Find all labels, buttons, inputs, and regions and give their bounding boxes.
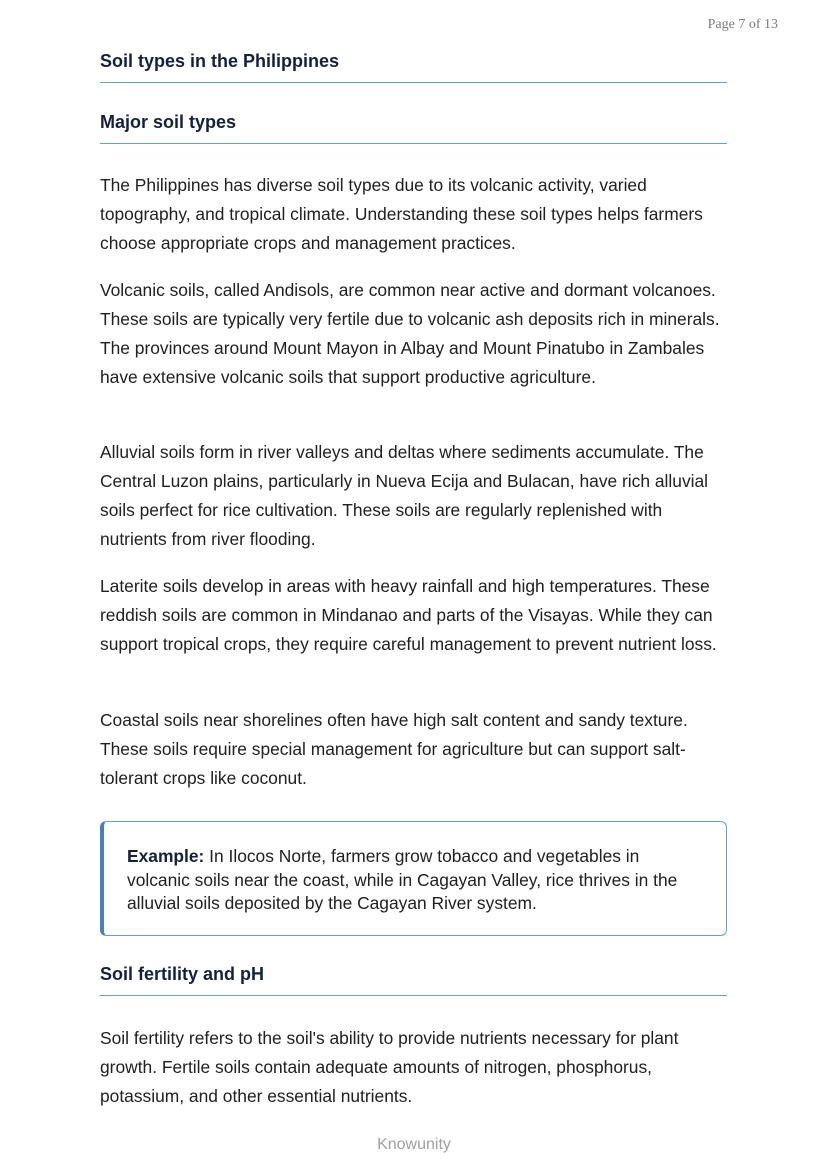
section-heading-soil-fertility: Soil fertility and pH [100,964,727,996]
paragraph: Soil fertility refers to the soil's ability to provide nutrients necessary for plant growth. Fertile soils contain adequate amounts of nitrogen, phosphorus, potassium, and other essential nutrients. [100,1028,679,1106]
section-heading-major-soil-types: Major soil types [100,112,727,144]
page-number: Page 7 of 13 [707,17,778,32]
footer-brand: Knowunity [377,1136,451,1153]
example-text: In Ilocos Norte, farmers grow tobacco and vegetables in volcanic soils near the coast, while in Cagayan Valley, rice thrives in the alluvial soils deposited by the Cagayan River system. [127,846,678,913]
paragraph: Laterite soils develop in areas with heavy rainfall and high temperatures. These reddish soils are common in Mindanao and parts of the Visayas. While they can support tropical crops, they require careful management to prevent nutrient loss. [100,576,717,654]
paragraph: Alluvial soils form in river valleys and deltas where sediments accumulate. The Central Luzon plains, particularly in Nueva Ecija and Bulacan, have rich alluvial soils perfect for rice cultivation. These soils are regularly replenished with nutrients from river flooding. [100,442,709,549]
paragraph: Volcanic soils, called Andisols, are common near active and dormant volcanoes. These soils are typically very fertile due to volcanic ash deposits rich in minerals. The provinces around Mount Mayon in Albay and Mount Pinatubo in Zambales have extensive volcanic soils that support productive agriculture. [100,280,720,387]
example-callout [100,821,727,936]
example-label: Example: [127,846,205,866]
paragraph: The Philippines has diverse soil types due to its volcanic activity, varied topography, and tropical climate. Understanding these soil types helps farmers choose appropriate crops and management practices. [100,175,703,253]
paragraph: Coastal soils near shorelines often have high salt content and sandy texture. These soils require special management for agriculture but can support salt-tolerant crops like coconut. [100,710,688,788]
page-title: Soil types in the Philippines [100,51,727,83]
